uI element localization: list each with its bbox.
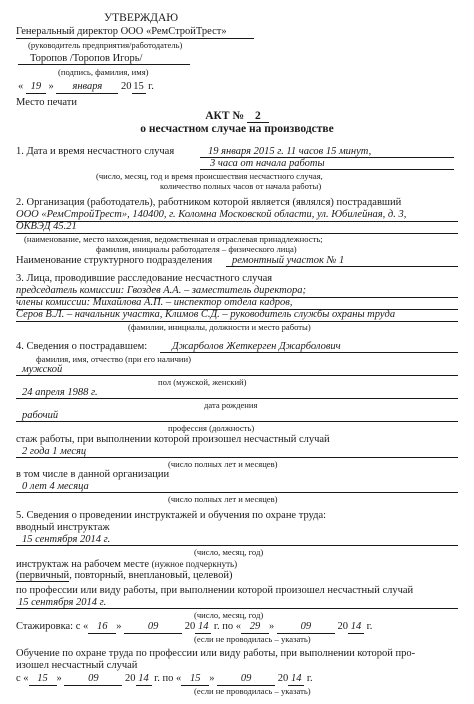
section5-intro-label: вводный инструктаж bbox=[16, 522, 110, 533]
internship-from-day: 16 bbox=[88, 621, 116, 634]
approval-date-year: 15 bbox=[133, 81, 144, 92]
act-title: АКТ № 2 bbox=[0, 110, 474, 123]
approval-position: Генеральный директор ООО «РемСтройТрест» bbox=[16, 26, 254, 39]
section4-label: 4. Сведения о пострадавшем: bbox=[16, 341, 148, 352]
section2-dept-value: ремонтный участок № 1 bbox=[226, 255, 458, 267]
approval-title: УТВЕРЖДАЮ bbox=[104, 12, 179, 24]
section3-line1: председатель комиссии: Гвоздев А.А. – заместитель директора; bbox=[16, 285, 458, 298]
section4-sex-caption: пол (мужской, женский) bbox=[158, 377, 247, 387]
internship-to-year: 14 bbox=[348, 621, 364, 634]
internship-from-month: 09 bbox=[124, 621, 182, 634]
internship-caption: (если не проводилась – указать) bbox=[194, 634, 311, 644]
approval-seal: Место печати bbox=[16, 97, 78, 108]
training-to-year: 14 bbox=[288, 673, 304, 686]
section3-line3: Серов В.Л. – начальник участка, Климов С.Д. – руководитель службы охраны труда bbox=[16, 309, 458, 322]
section5-label: 5. Сведения о проведении инструктажей и обучения по охране труда: bbox=[16, 510, 327, 521]
approval-signature: Торопов /Торопов Игорь/ bbox=[18, 53, 190, 65]
approval-date-month: января bbox=[56, 81, 118, 94]
section5-internship: Стажировка: с « 16 » 09 20 14 г. по « 29 » 09 20 14 г. bbox=[16, 621, 373, 632]
section4-profession-caption: профессия (должность) bbox=[168, 423, 255, 433]
section5-intro-date-caption: (число, месяц, год) bbox=[194, 547, 264, 557]
section1-value1: 19 января 2015 г. 11 часов 15 минут, bbox=[200, 146, 454, 158]
approval-date-day: 19 bbox=[26, 81, 46, 94]
section4-name: Джарболов Жеткерген Джарболович bbox=[160, 341, 458, 353]
training-to-month: 09 bbox=[217, 673, 275, 686]
act-subtitle: о несчастном случае на производстве bbox=[140, 123, 334, 135]
section2-caption2: фамилия, инициалы работодателя – физического лица) bbox=[96, 244, 297, 254]
section5-intro-date: 15 сентября 2014 г. bbox=[16, 534, 458, 546]
section2-line3: ОКВЭД 45.21 bbox=[16, 221, 458, 234]
section3-caption: (фамилии, инициалы, должности и место работы) bbox=[128, 322, 311, 332]
section1-label: 1. Дата и время несчастного случая bbox=[16, 146, 175, 157]
act-number: 2 bbox=[247, 110, 269, 123]
training-to-day: 15 bbox=[181, 673, 209, 686]
section5-training-line2: изошел несчастный случай bbox=[16, 660, 138, 671]
section1-value2: 3 часа от начала работы bbox=[200, 158, 454, 170]
section4-sex: мужской bbox=[16, 364, 458, 376]
section5-training-line1: Обучение по охране труда по профессии или виду работы, при выполнении которой про- bbox=[16, 648, 416, 659]
section5-training-dates: с « 15 » 09 20 14 г. по « 15 » 09 20 14 г. bbox=[16, 673, 313, 684]
section2-line2: ООО «РемСтройТрест», 140400, г. Коломна Московской области, ул. Юбилейная, д. 3, bbox=[16, 209, 458, 222]
section5-workplace: инструктаж на рабочем месте (нужное подчеркнуть) bbox=[16, 559, 238, 570]
section2-caption1: (наименование, место нахождения, ведомственная и отраслевая принадлежность; bbox=[24, 234, 323, 244]
section4-profession: рабочий bbox=[16, 410, 458, 422]
section4-org-label: в том числе в данной организации bbox=[16, 469, 170, 480]
internship-to-month: 09 bbox=[277, 621, 335, 634]
section5-profession-date: 15 сентября 2014 г. bbox=[16, 597, 458, 609]
training-from-month: 09 bbox=[64, 673, 122, 686]
section3-line2: члены комиссии: Михайлова А.П. – инспектор отдела кадров, bbox=[16, 297, 458, 310]
internship-to-day: 29 bbox=[241, 621, 269, 634]
approval-signature-caption: (подпись, фамилия, имя) bbox=[58, 67, 149, 77]
section4-experience-label: стаж работы, при выполнении которой произошел несчастный случай bbox=[16, 434, 330, 445]
section4-experience-caption: (число полных лет и месяцев) bbox=[168, 459, 278, 469]
section5-workplace-primary: (первичный bbox=[16, 570, 70, 581]
training-from-day: 15 bbox=[29, 673, 57, 686]
section4-org-caption: (число полных лет и месяцев) bbox=[168, 494, 278, 504]
section1-caption1: (число, месяц, год и время происшествия несчастного случая, bbox=[96, 171, 323, 181]
approval-date: « 19 » января 20 15 г. bbox=[18, 81, 154, 92]
internship-from-year: 14 bbox=[195, 621, 211, 634]
approval-position-caption: (руководитель предприятия/работодатель) bbox=[28, 40, 183, 50]
section2-dept-label: Наименование структурного подразделения bbox=[16, 255, 213, 266]
section4-name-caption: фамилия, имя, отчество (при его наличии) bbox=[36, 354, 191, 364]
section4-dob: 24 апреля 1988 г. bbox=[16, 387, 458, 399]
training-from-year: 14 bbox=[136, 673, 152, 686]
section5-profession-caption: (число, месяц, год) bbox=[194, 610, 264, 620]
training-caption: (если не проводилась – указать) bbox=[194, 686, 311, 696]
section2-line1: 2. Организация (работодатель), работником которой является (являлся) пострадавший bbox=[16, 197, 402, 208]
section4-org-experience: 0 лет 4 месяца bbox=[16, 481, 458, 493]
section4-dob-caption: дата рождения bbox=[204, 400, 258, 410]
section4-experience: 2 года 1 месяц bbox=[16, 446, 458, 458]
section5-profession-label: по профессии или виду работы, при выполнении которой произошел несчастный случай bbox=[16, 585, 414, 596]
section1-caption2: количество полных часов от начала работы) bbox=[160, 181, 322, 191]
section5-workplace-types: (первичный, повторный, внеплановый, целевой) bbox=[16, 570, 233, 581]
section3-label: 3. Лица, проводившие расследование несчастного случая bbox=[16, 273, 273, 284]
